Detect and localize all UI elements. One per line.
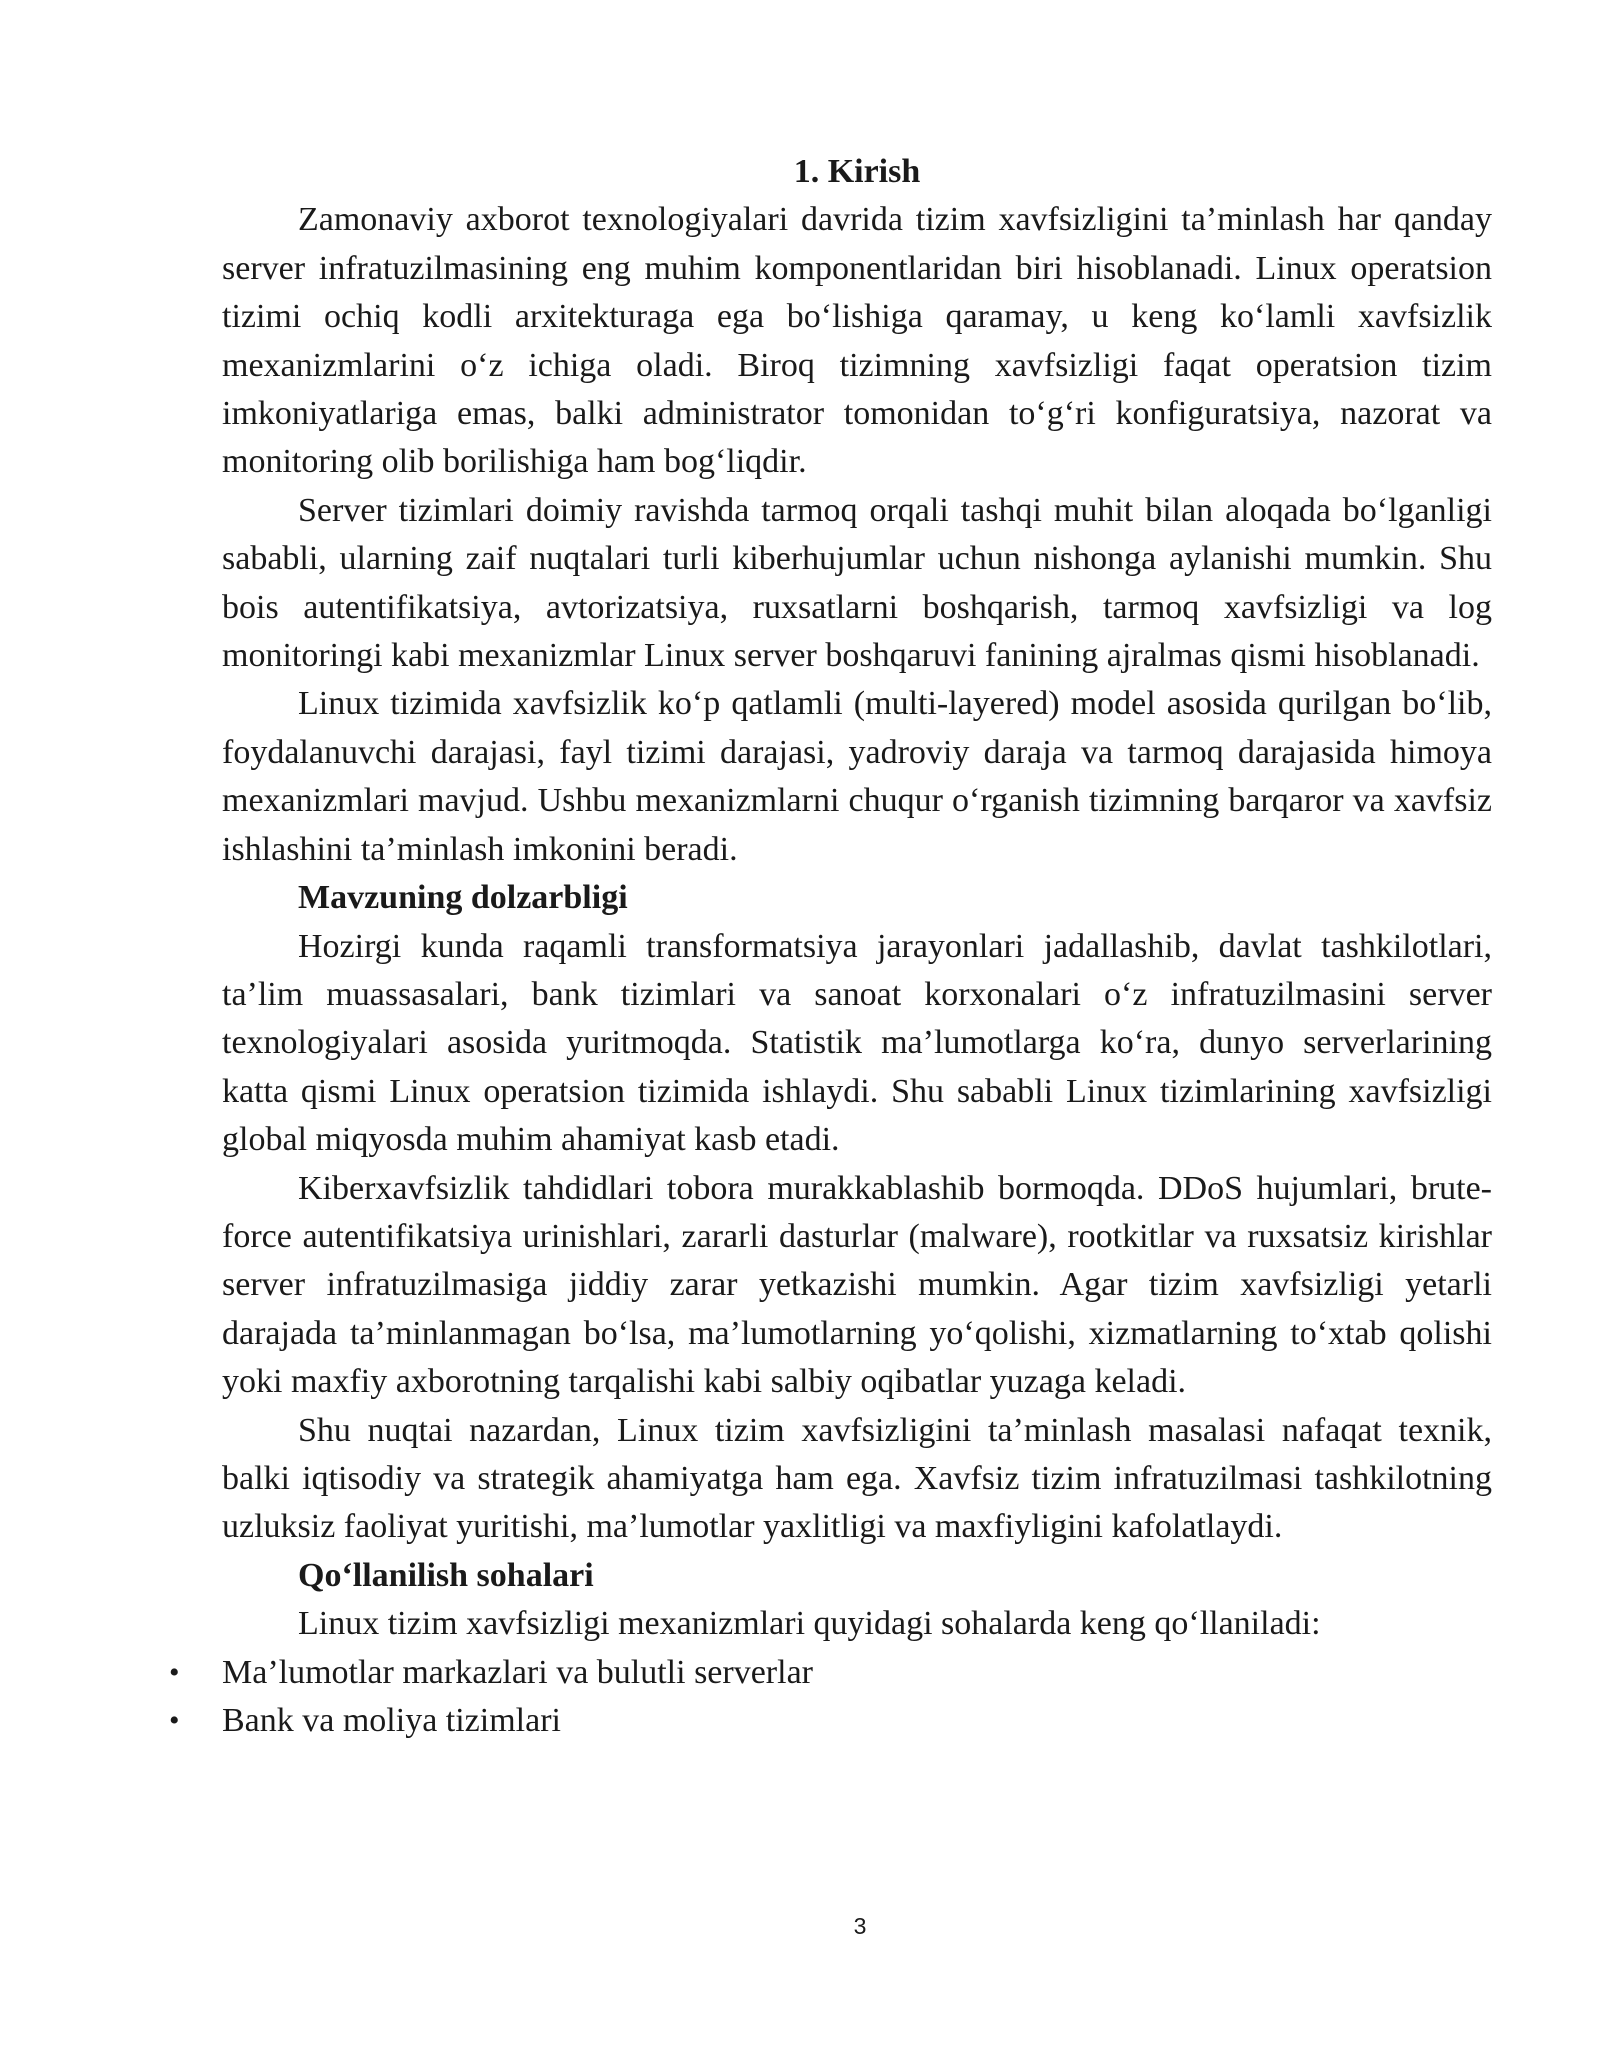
intro-paragraph: Linux tizimida xavfsizlik ko‘p qatlamli (multi-layered) model asosida qurilgan bo‘lib, foydalanuvchi darajasi, fayl tizimi darajasi, yadroviy daraja va tarmoq darajasida himoya mexanizmlari mavjud. Ushbu mexanizmlarni chuqur o‘rganish tizimning barqaror va xavfsiz ishlashini ta’minlash imkonini beradi.: [222, 685, 1492, 868]
document-page: [169, 148, 1492, 1745]
list-item: [169, 1697, 1492, 1745]
application-heading: Qo‘llanilish sohalari: [298, 1556, 594, 1594]
bullet-icon: •: [169, 1704, 180, 1737]
application-list: [169, 1649, 1492, 1746]
relevance-paragraph: Hozirgi kunda raqamli transformatsiya jarayonlari jadallashib, davlat tashkilotlari, ta’lim muassasalari, bank tizimlari va sanoat korxonalari o‘z infratuzilmasini server texnologiyalari asosida yuritmoqda. Statistik ma’lumotlarga ko‘ra, dunyo serverlarining katta qismi Linux operatsion tizimida ishlaydi. Shu sababli Linux tizimlarining xavfsizligi global miqyosda muhim ahamiyat kasb etadi.: [222, 927, 1492, 1159]
relevance-heading: Mavzuning dolzarbligi: [298, 879, 628, 917]
relevance-paragraph: Shu nuqtai nazardan, Linux tizim xavfsizligini ta’minlash masalasi nafaqat texnik, balki iqtisodiy va strategik ahamiyatga ham ega. Xavfsiz tizim infratuzilmasi tashkilotning uzluksiz faoliyat yuritishi, ma’lumotlar yaxlitligi va maxfiyligini kafolatlaydi.: [222, 1411, 1492, 1546]
list-item-text: Bank va moliya tizimlari: [222, 1702, 561, 1739]
list-item-text: Ma’lumotlar markazlari va bulutli serverlar: [222, 1653, 813, 1691]
bullet-icon: •: [169, 1655, 180, 1689]
application-intro: Linux tizim xavfsizligi mexanizmlari quyidagi sohalarda keng qo‘llaniladi:: [298, 1605, 1321, 1643]
intro-paragraph: Zamonaviy axborot texnologiyalari davrida tizim xavfsizligini ta’minlash har qanday server infratuzilmasining eng muhim komponentlaridan biri hisoblanadi. Linux operatsion tizimi ochiq kodli arxitekturaga ega bo‘lishiga qaramay, u keng ko‘lamli xavfsizlik mexanizmlarini o‘z ichiga oladi. Biroq tizimning xavfsizligi faqat operatsion tizim imkoniyatlariga emas, balki administrator tomonidan to‘g‘ri konfiguratsiya, nazorat va monitoring olib borilishiga ham bog‘liqdir.: [222, 201, 1492, 481]
section-heading: 1. Kirish: [793, 153, 921, 190]
relevance-paragraph: Kiberxavfsizlik tahdidlari tobora murakkablashib bormoqda. DDoS hujumlari, brute-force autentifikatsiya urinishlari, zararli dasturlar (malware), rootkitlar va ruxsatsiz kirishlar server infratuzilmasiga jiddiy zarar yetkazishi mumkin. Agar tizim xavfsizligi yetarli darajada ta’minlanmagan bo‘lsa, ma’lumotlarning yo‘qolishi, xizmatlarning to‘xtab qolishi yoki maxfiy axborotning tarqalishi kabi salbiy oqibatlar yuzaga keladi.: [222, 1169, 1492, 1401]
page-number: 3: [853, 1913, 867, 1939]
intro-paragraph: Server tizimlari doimiy ravishda tarmoq orqali tashqi muhit bilan aloqada bo‘lganligi sababli, ularning zaif nuqtalari turli kiberhujumlar uchun nishonga aylanishi mumkin. Shu bois autentifikatsiya, avtorizatsiya, ruxsatlarni boshqarish, tarmoq xavfsizligi va log monitoringi kabi mexanizmlar Linux server boshqaruvi fanining ajralmas qismi hisoblanadi.: [222, 491, 1492, 675]
list-item: [169, 1649, 1492, 1697]
